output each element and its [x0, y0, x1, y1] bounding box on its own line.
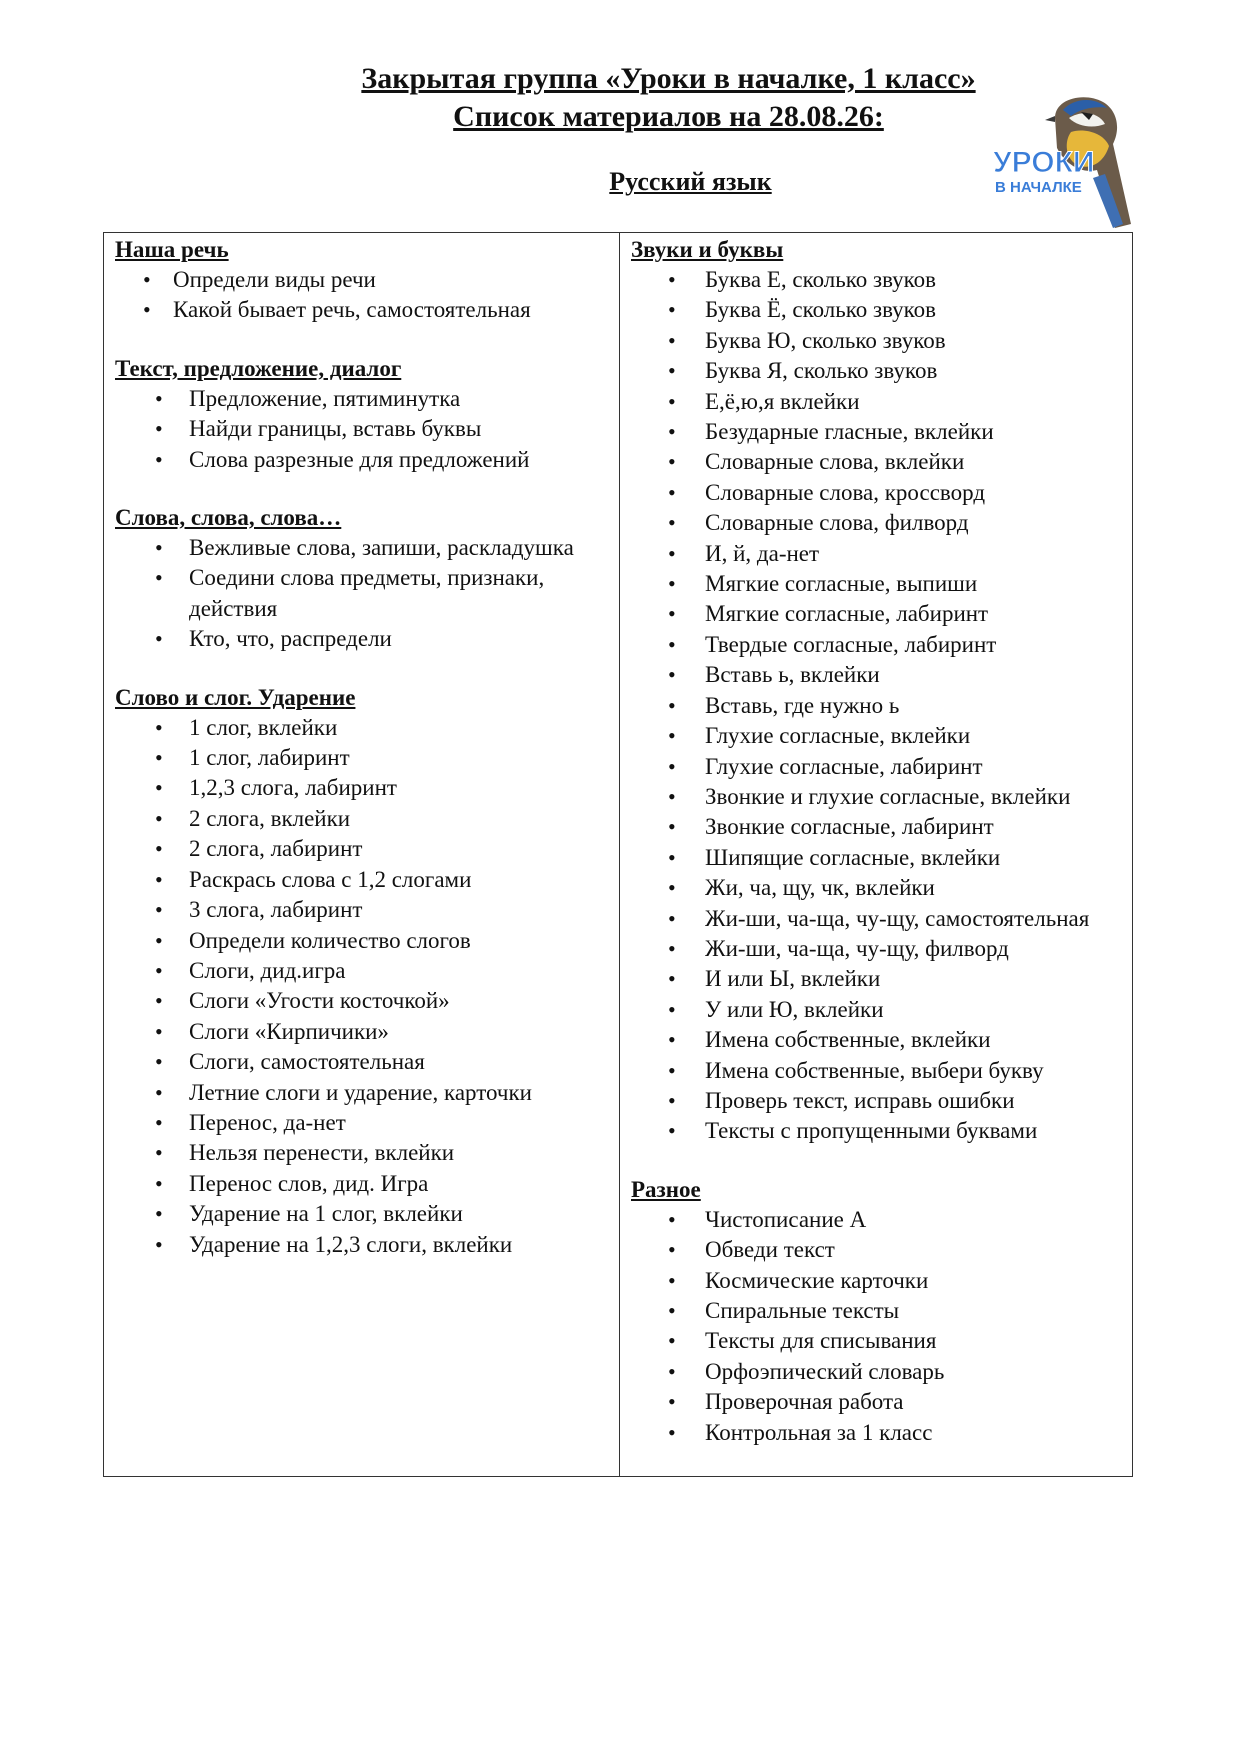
list-item: • Летние слоги и ударение, карточки: [115, 1078, 619, 1108]
list-item: • Слоги, дид.игра: [115, 956, 619, 986]
list-item: • Контрольная за 1 класс: [631, 1418, 1132, 1448]
list-item: • Имена собственные, вклейки: [631, 1025, 1132, 1055]
list-item: • Вставь ь, вклейки: [631, 660, 1132, 690]
section-title: Слово и слог. Ударение: [115, 684, 356, 710]
list-item: • Вежливые слова, запиши, раскладушка: [115, 533, 619, 563]
list-item: • 1 слог, лабиринт: [115, 743, 619, 773]
list-item: • И или Ы, вклейки: [631, 964, 1132, 994]
materials-list: [631, 1205, 1132, 1448]
list-item: • Определи виды речи: [115, 265, 619, 295]
list-item: • Проверь текст, исправь ошибки: [631, 1086, 1132, 1116]
logo-text-top: УРОКИ: [993, 146, 1095, 179]
list-item: • Кто, что, распредели: [115, 624, 619, 654]
list-item: • Тексты для списывания: [631, 1326, 1132, 1356]
materials-list: [115, 713, 619, 1260]
list-item: • И, й, да-нет: [631, 539, 1132, 569]
list-item: • Какой бывает речь, самостоятельная: [115, 295, 619, 325]
section-title: Звуки и буквы: [631, 237, 784, 262]
subject-heading: Русский язык: [609, 167, 772, 196]
list-item: • Орфоэпический словарь: [631, 1357, 1132, 1387]
list-item: • 1,2,3 слога, лабиринт: [115, 773, 619, 803]
materials-list: [631, 265, 1132, 1147]
list-item: • Словарные слова, кроссворд: [631, 478, 1132, 508]
list-item: • Глухие согласные, лабиринт: [631, 752, 1132, 782]
list-item: • Слоги «Угости косточкой»: [115, 986, 619, 1016]
list-item: • Слоги «Кирпичики»: [115, 1017, 619, 1047]
list-item: • 1 слог, вклейки: [115, 713, 619, 743]
list-item: • Буква Е, сколько звуков: [631, 265, 1132, 295]
right-column: [620, 233, 1132, 1476]
list-item: • Раскрась слова с 1,2 слогами: [115, 865, 619, 895]
logo-text-bottom: В НАЧАЛКЕ: [995, 179, 1082, 196]
list-item: • Мягкие согласные, лабиринт: [631, 599, 1132, 629]
list-item: • Проверочная работа: [631, 1387, 1132, 1417]
list-item: • Буква Ё, сколько звуков: [631, 295, 1132, 325]
list-item: • Спиральные тексты: [631, 1296, 1132, 1326]
list-item: • Мягкие согласные, выпиши: [631, 569, 1132, 599]
list-item: • Нельзя перенести, вклейки: [115, 1138, 619, 1168]
section: [631, 235, 1132, 1147]
list-item: • Безударные гласные, вклейки: [631, 417, 1132, 447]
list-item: • Космические карточки: [631, 1266, 1132, 1296]
list-item: • Твердые согласные, лабиринт: [631, 630, 1132, 660]
list-item: • 2 слога, вклейки: [115, 804, 619, 834]
list-item: • Тексты с пропущенными буквами: [631, 1116, 1132, 1146]
list-item: • Определи количество слогов: [115, 926, 619, 956]
section-title: Разное: [631, 1176, 701, 1202]
list-item: • У или Ю, вклейки: [631, 995, 1132, 1025]
section: [115, 235, 619, 326]
list-item: • Слова разрезные для предложений: [115, 445, 619, 475]
list-item: • Ударение на 1,2,3 слоги, вклейки: [115, 1230, 619, 1260]
list-item: • Перенос, да-нет: [115, 1108, 619, 1138]
list-item: • Шипящие согласные, вклейки: [631, 843, 1132, 873]
list-item: • Буква Ю, сколько звуков: [631, 326, 1132, 356]
list-item: • Вставь, где нужно ь: [631, 691, 1132, 721]
left-column: [104, 233, 620, 1476]
list-item: • 2 слога, лабиринт: [115, 834, 619, 864]
section-title: Наша речь: [115, 237, 229, 262]
list-item: • Словарные слова, вклейки: [631, 447, 1132, 477]
materials-list: [115, 384, 619, 475]
list-item: • Е,ё,ю,я вклейки: [631, 387, 1132, 417]
list-item: • Жи-ши, ча-ща, чу-щу, самостоятельная: [631, 904, 1132, 934]
list-item: • Звонкие согласные, лабиринт: [631, 812, 1132, 842]
list-item: • Словарные слова, филворд: [631, 508, 1132, 538]
section-title: Текст, предложение, диалог: [115, 355, 402, 381]
list-item: • Чистописание А: [631, 1205, 1132, 1235]
list-item: • Звонкие и глухие согласные, вклейки: [631, 782, 1132, 812]
list-item: • Обведи текст: [631, 1235, 1132, 1265]
list-item: • Жи, ча, щу, чк, вклейки: [631, 873, 1132, 903]
section: [631, 1175, 1132, 1448]
list-item: • Слоги, самостоятельная: [115, 1047, 619, 1077]
materials-list: [115, 265, 619, 326]
list-item: • Буква Я, сколько звуков: [631, 356, 1132, 386]
section: [115, 503, 619, 655]
section: [115, 683, 619, 1260]
list-item: • Соедини слова предметы, признаки, действия: [115, 563, 619, 624]
list-item: • Ударение на 1 слог, вклейки: [115, 1199, 619, 1229]
list-item: • Перенос слов, дид. Игра: [115, 1169, 619, 1199]
logo: [985, 88, 1135, 230]
list-item: • Глухие согласные, вклейки: [631, 721, 1132, 751]
section: [115, 354, 619, 475]
list-item: • 3 слога, лабиринт: [115, 895, 619, 925]
document-subtitle: Список материалов на 28.08.26:: [453, 100, 884, 133]
section-title: Слова, слова, слова…: [115, 505, 342, 531]
materials-table: [103, 232, 1133, 1477]
materials-list: [115, 533, 619, 655]
list-item: • Жи-ши, ча-ща, чу-щу, филворд: [631, 934, 1132, 964]
list-item: • Найди границы, вставь буквы: [115, 414, 619, 444]
list-item: • Имена собственные, выбери букву: [631, 1056, 1132, 1086]
list-item: • Предложение, пятиминутка: [115, 384, 619, 414]
document-title: Закрытая группа «Уроки в началке, 1 класс»: [361, 62, 976, 95]
